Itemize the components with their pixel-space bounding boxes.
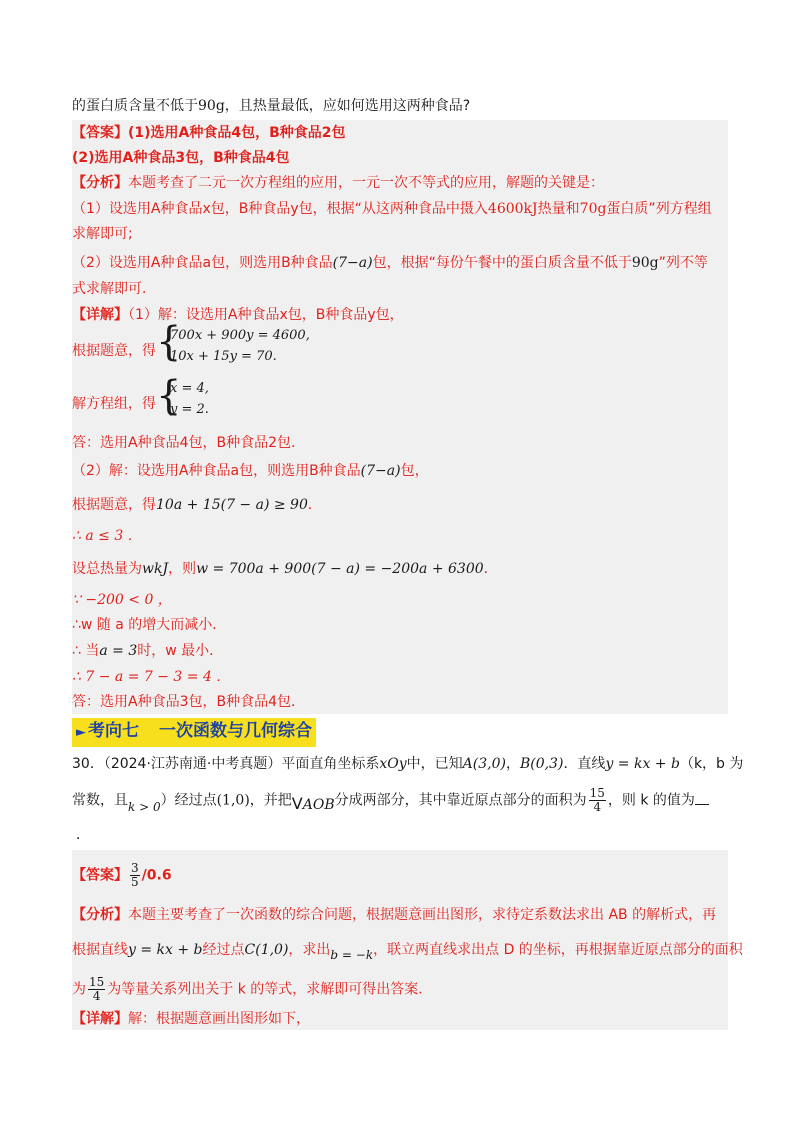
d5-b: 包， [400,463,429,479]
q30-l2-a: 常数，且 [72,792,128,809]
solution-1: x = 4, [170,381,209,396]
q30-l1-c: ， [505,756,520,772]
q30-answer-fraction [130,862,140,889]
detail-1: （1）解：设选用A种食品x包，B种食品y包， [128,307,404,323]
analysis-part1-end [72,223,133,245]
section-title-a: 考向七 [88,721,139,741]
q30-l2-c: ，并把 [249,792,292,809]
analysis-tag: 【分析】 [72,175,128,191]
detail-line-13 [72,691,305,713]
q30-ans-den: 5 [131,875,139,889]
q30-an-l2-b: 经过点 [202,942,245,958]
q30-l1-e: （k，b 为 [679,756,744,772]
q30-analysis-tag: 【分析】 [72,907,128,923]
q30-an-l2-expr: b = −k [330,948,374,962]
system-brace-1: { [156,319,182,365]
q30-line-1 [72,753,743,775]
detail-line-3 [72,393,156,415]
an2-expr: (7−a) [332,255,373,271]
d11-b: 时， [137,643,166,659]
equation-2: 10x + 15y = 70. [170,349,277,364]
d6-label: 根据题意，得 [72,497,156,513]
analysis-text: 本题考查了二元一次方程组的应用，一元一次不等式的应用，解题的关键是： [128,175,604,191]
q30-xoy: xOy [379,756,407,772]
d11-a: ∴ 当 [72,643,100,659]
d11-c: w 最小． [165,643,224,659]
answer-line-1 [72,122,346,144]
d6-expr: 10a + 15(7 − a) ≥ 90 [156,497,308,513]
q30-analysis-line-2 [72,939,743,961]
an2-b: 包，根据“每份午餐中的蛋白质含量不低于 [372,255,632,271]
detail-tag: 【详解】 [72,307,128,323]
equation-1: 700x + 900y = 4600, [170,328,310,343]
an2-a: （2）设选用A种食品a包，则选用B种食品 [72,255,333,271]
detail-line-12 [72,666,230,688]
detail-line-1 [72,304,404,326]
q30-l2-b: ）经过点 [160,792,217,809]
q30-l3: ． [76,827,90,843]
d5-a: （2）解：设选用A种食品a包，则选用B种食品 [72,463,361,479]
q30-point-a: A(3,0) [462,756,506,772]
detail-line-9 [72,589,172,611]
q30-ans-num: 3 [131,861,139,875]
q30-l1-d: ．直线 [563,756,606,772]
an1-val2: 70g [579,201,607,217]
q30-answer-tag: 【答案】 [72,867,128,884]
q30-an-l2-c: ，求出 [288,942,331,958]
d13: 答：选用A种食品3包，B种食品4包． [72,694,305,710]
an1-d: 求解即可; [72,226,133,242]
q30-cond: k > 0 [128,799,161,814]
analysis-part2-end [72,278,156,300]
detail-line-11 [72,640,223,662]
answer-tag: 【答案】 [72,125,128,141]
q30-an-l3-b: 为等量关系列出关于 k 的等式，求解即可得出答案． [107,981,433,998]
an2-d: 式求解即可． [72,281,156,297]
intro-text: 的蛋白质含量不低于 [72,98,198,114]
an1-val1: 4600kJ [487,201,538,217]
q30-an-l2-pt: C(1,0) [244,942,289,958]
an1-c: 蛋白质”列方程组 [606,201,712,217]
an1-a: （1）设选用A种食品x包，B种食品y包，根据“从这两种食品中摄入 [72,201,488,217]
q30-ans-rest: /0.6 [141,867,172,884]
q30-l2-d: 分成两部分，其中靠近原点部分的面积为 [334,792,587,809]
analysis-part2 [72,252,708,274]
q30-an-l2-a: 根据直线 [72,942,128,958]
detail-line-7 [72,525,142,547]
triangle-symbol: V [291,793,303,813]
answer-2: (2)选用A种食品3包，B种食品4包 [72,150,290,166]
q30-an-l1: 本题主要考查了一次函数的综合问题，根据题意画出图形，求待定系数法求出 AB 的解析式，再 [128,907,717,923]
q30-frac-den: 4 [593,800,602,814]
d6-end: ． [307,497,322,513]
q30-detail-tag: 【详解】 [72,1011,128,1027]
d11-expr: a = 3 [99,643,138,659]
q30-l1-b: 中，已知 [406,756,463,772]
solution-2: y = 2. [170,402,209,417]
q30-an-l3-a: 为 [72,981,86,998]
d9: ∵ −200 < 0 ， [72,592,172,608]
q30-an-l2-line: y = kx + b [128,942,203,958]
detail-3-label: 解方程组，得 [72,396,156,412]
answer-blank [695,790,709,805]
an2-c: ”列不等 [658,255,708,271]
q30-detail-text: 解：根据题意画出图形如下， [128,1011,310,1027]
q30-l1-a: 30．（2024·江苏南通·中考真题）平面直角坐标系 [72,756,380,772]
detail-line-10 [72,614,226,636]
analysis-line [72,172,604,194]
q30-point: (1,0) [216,792,250,809]
d8-unit: wkJ [142,561,169,577]
section-heading [72,718,316,747]
q30-an-frac-den: 4 [92,989,101,1003]
d5-expr: (7−a) [360,463,401,479]
detail-4: 答：选用A种食品4包，B种食品2包． [72,435,305,451]
q30-analysis-line-1 [72,904,716,926]
d10: ∴w 随 a 的增大而减小． [72,617,227,633]
answer-line-2 [72,147,290,169]
d12: ∴ 7 − a = 7 − 3 = 4 ． [72,669,231,685]
an1-b: 热量和 [537,201,580,217]
q30-line-2 [72,787,709,814]
intro-line [72,95,470,117]
d8-expr: w = 700a + 900(7 − a) = −200a + 6300 [196,561,484,577]
q30-line-eq: y = kx + b [605,756,680,772]
detail-line-2 [72,340,156,362]
answer-1: (1)选用A种食品4包，B种食品2包 [128,125,346,141]
d7: ∴ a ≤ 3 ． [72,528,142,544]
arrow-icon: ► [76,725,86,740]
detail-line-8 [72,558,498,580]
q30-answer-line [72,862,172,889]
q30-an-frac-num: 15 [89,975,105,989]
q30-an-l2-d: ，联立两直线求出点 D 的坐标，再根据靠近原点部分的面积 [373,942,743,958]
detail-line-4 [72,432,305,454]
section-title-b: 一次函数与几何综合 [159,721,312,741]
q30-frac-num: 15 [589,786,605,800]
system-brace-2: { [156,373,182,419]
q30-point-b: B(0,3) [519,756,564,772]
d8-a: 设总热量为 [72,561,142,577]
q30-aob: AOB [302,796,335,813]
d8-b: ，则 [168,561,197,577]
q30-fraction [589,787,606,814]
q30-analysis-line-3 [72,976,432,1003]
detail-line-5 [72,460,429,482]
an2-val: 90g [631,255,659,271]
intro-value: 90g [198,98,225,114]
analysis-part1 [72,198,712,220]
q30-l2-e: ，则 k 的值为 [607,792,695,809]
d8-end: ． [483,561,498,577]
q30-detail-line [72,1008,310,1030]
q30-line-3 [76,824,90,846]
q30-an-fraction [88,976,105,1003]
detail-line-6 [72,494,322,516]
intro-rest: ，且热量最低，应如何选用这两种食品? [224,98,471,114]
detail-2-label: 根据题意，得 [72,343,156,359]
